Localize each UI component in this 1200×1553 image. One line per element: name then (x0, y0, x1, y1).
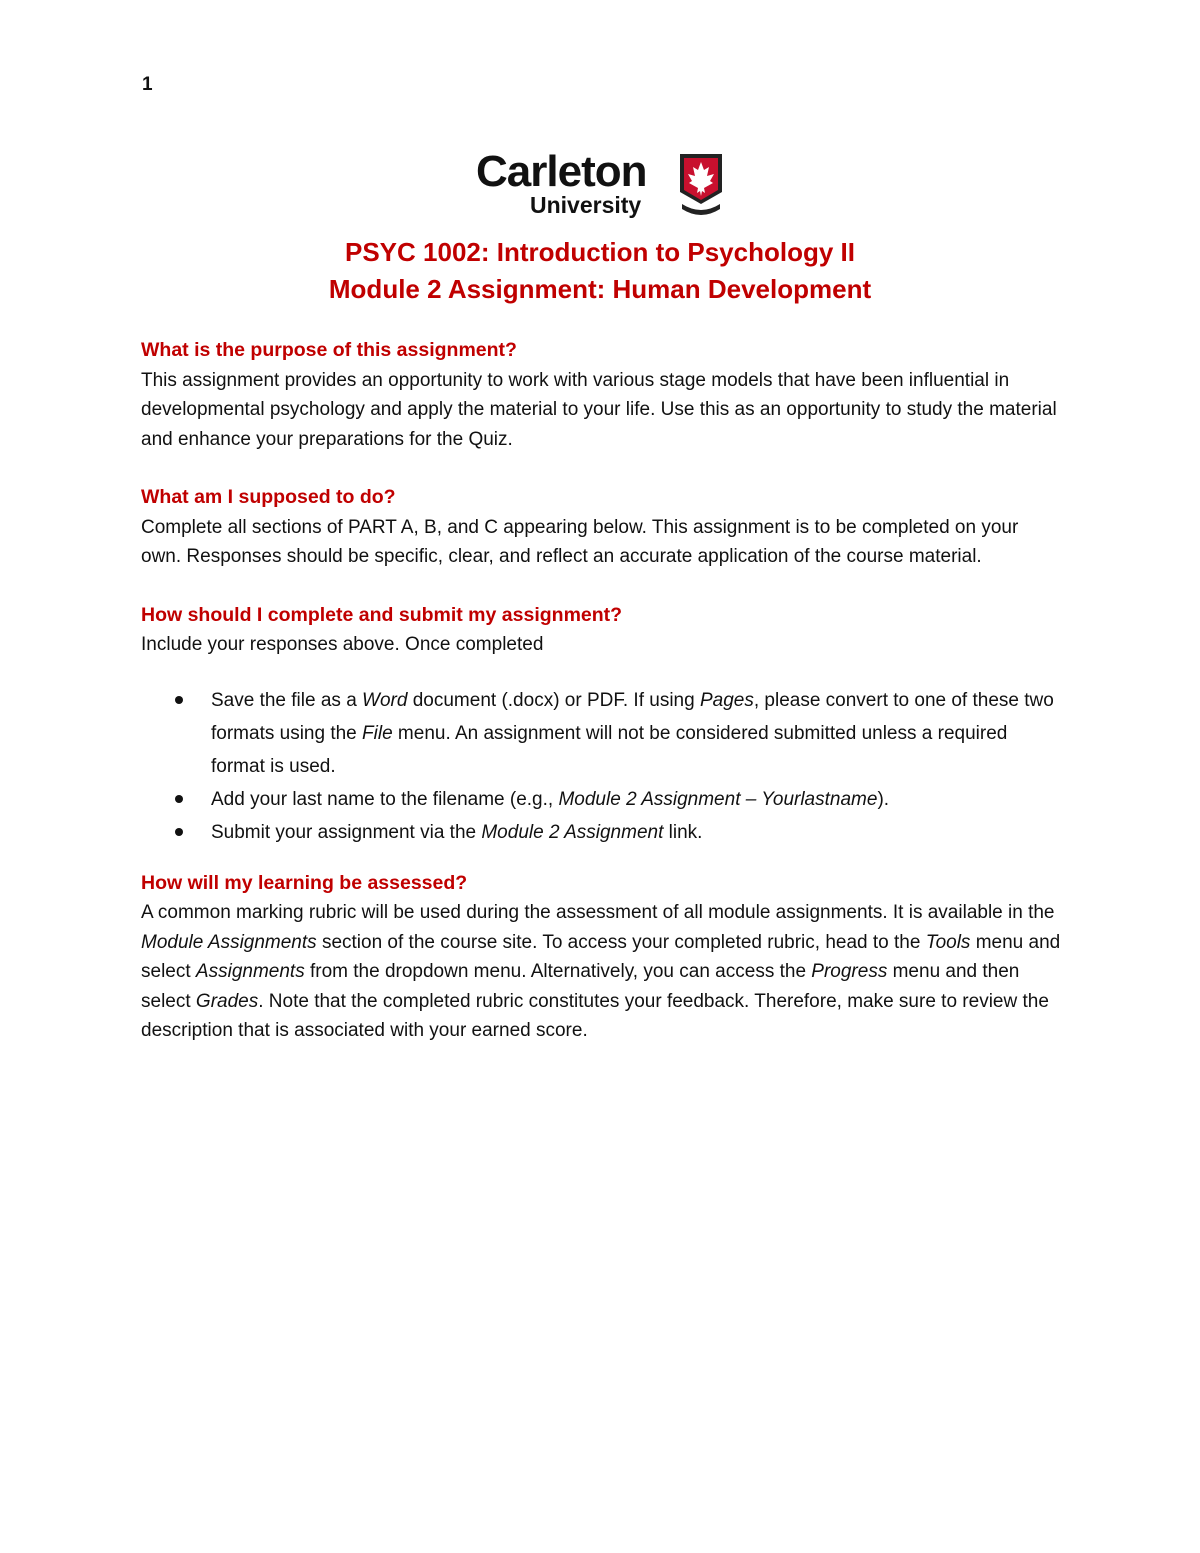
section-assessed (141, 869, 1061, 1046)
section-intro: Include your responses above. Once completed (141, 634, 544, 655)
section-heading: How should I complete and submit my assignment? (141, 603, 623, 626)
text-run: from the dropdown menu. Alternatively, you can access the (304, 961, 812, 982)
carleton-university-logo (470, 146, 730, 226)
section-todo (141, 483, 1061, 572)
page-number: 1 (142, 74, 153, 95)
italic-run: Assignments (195, 961, 305, 982)
course-title: PSYC 1002: Introduction to Psychology II (345, 237, 855, 267)
assignment-title: Module 2 Assignment: Human Development (328, 274, 872, 304)
maple-leaf-shield-icon (676, 152, 726, 220)
text-run: Submit your assignment via the (211, 821, 482, 843)
text-run: . Note that the completed rubric constitutes your feedback. Therefore, make sure to review the description that is associated with your earned score. (141, 990, 1049, 1041)
italic-run: File (362, 722, 393, 744)
logo-wordmark-university: University (530, 192, 642, 218)
italic-run: Word (362, 689, 408, 711)
text-run: A common marking rubric will be used during the assessment of all module assignments. It is available in the (141, 902, 1055, 923)
italic-run: Module 2 Assignment (481, 821, 664, 843)
text-run: menu and select (141, 931, 1061, 982)
italic-run: Pages (699, 689, 754, 711)
bullet-icon (175, 828, 183, 836)
bullet-icon (175, 696, 183, 704)
text-run: document (.docx) or PDF. If using (407, 689, 700, 711)
section-heading: How will my learning be assessed? (141, 871, 468, 894)
text-run: Add your last name to the filename (e.g., (211, 788, 559, 810)
italic-run: Grades (195, 990, 259, 1012)
text-run: section of the course site. To access your completed rubric, head to the (316, 931, 926, 953)
text-run: Save the file as a (211, 689, 363, 711)
section-heading: What is the purpose of this assignment? (141, 339, 517, 361)
text-run: ). (877, 788, 890, 810)
text-run: , please convert to one of these two formats using the (211, 689, 1054, 744)
submission-steps-list (141, 684, 1061, 849)
text-run: menu. An assignment will not be considered submitted unless a required format is used. (211, 722, 1008, 777)
italic-run: Progress (811, 961, 888, 982)
list-item (141, 783, 1061, 816)
section-heading: What am I supposed to do? (141, 486, 396, 508)
list-item (141, 684, 1061, 783)
bullet-icon (175, 795, 183, 803)
italic-run: Tools (925, 931, 971, 953)
section-paragraph: Complete all sections of PART A, B, and C appearing below. This assignment is to be completed on your own. Responses should be specific, clear, and reflect an accurate application of the course material. (141, 516, 1019, 567)
text-run: link. (663, 821, 703, 843)
section-purpose (141, 336, 1061, 454)
list-item (141, 816, 1061, 849)
italic-run: Module Assignments (141, 931, 317, 953)
section-submit (141, 601, 1061, 849)
logo-wordmark-carleton: Carleton (476, 147, 647, 196)
section-paragraph (141, 898, 1061, 1046)
document-title-block (0, 234, 1200, 308)
text-run: menu and then select (141, 961, 1020, 1012)
section-paragraph: This assignment provides an opportunity to work with various stage models that have been influential in developmental psychology and apply the material to your life. Use this as an opportunity to study the material and enhance your preparations for the Quiz. (141, 369, 1057, 450)
italic-run: Module 2 Assignment – Yourlastname (558, 788, 878, 810)
document-body (141, 336, 1061, 1075)
